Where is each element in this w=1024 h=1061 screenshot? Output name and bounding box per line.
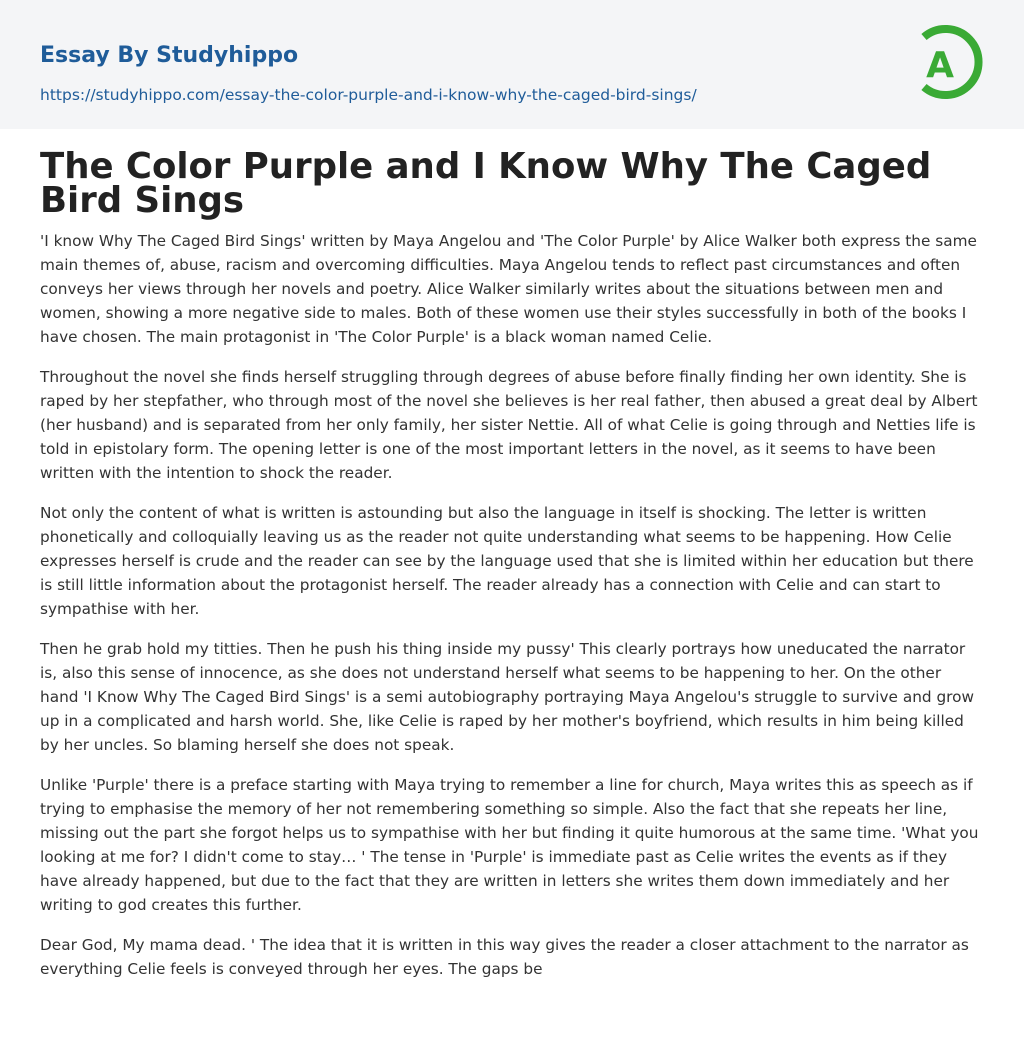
- essay-paragraph: Then he grab hold my titties. Then he push his thing inside my pussy' This clearly portrays how uneducated the narrator is, also this sense of innocence, as she does not understand herself what seems to be happening to her. On the other hand 'I Know Why The Caged Bird Sings' is a semi autobiography portraying Maya Angelou's struggle to survive and grow up in a complicated and harsh world. She, like Celie is raped by her mother's boyfriend, which results in him being killed by her uncles. So blaming herself she does not speak.: [40, 640, 974, 754]
- logo-letter: A: [926, 45, 954, 86]
- essay-paragraph: 'I know Why The Caged Bird Sings' written by Maya Angelou and 'The Color Purple' by Alice Walker both express the same main themes of, abuse, racism and overcoming difficulties. Maya Angelou tends to reflect past circumstances and often conveys her views through her novels and poetry. Alice Walker similarly writes about the situations between men and women, showing a more negative side to males. Both of these women use their styles successfully in both of the books I have chosen. The main protagonist in 'The Color Purple' is a black woman named Celie.: [40, 232, 977, 346]
- site-logo-icon[interactable]: [912, 20, 986, 104]
- site-header: [0, 0, 1024, 129]
- essay-paragraph: Unlike 'Purple' there is a preface starting with Maya trying to remember a line for church, Maya writes this as speech as if trying to emphasise the memory of her not remembering something so simple. Also the fact that she repeats her line, missing out the part she forgot helps us to sympathise with her but finding it quite humorous at the same time. 'What you looking at me for? I didn't come to stay… ' The tense in 'Purple' is immediate past as Celie writes the events as if they have already happened, but due to the fact that they are written in letters she writes them down immediately and her writing to god creates this further.: [40, 776, 979, 914]
- site-brand[interactable]: Essay By Studyhippo: [40, 43, 299, 68]
- essay-paragraph: Throughout the novel she finds herself struggling through degrees of abuse before finally finding her own identity. She is raped by her stepfather, who through most of the novel she believes is her real father, then abused a great deal by Albert (her husband) and is separated from her only family, her sister Nettie. All of what Celie is going through and Netties life is told in epistolary form. The opening letter is one of the most important letters in the novel, as it seems to have been written with the intention to shock the reader.: [40, 368, 978, 482]
- essay-body: [40, 229, 984, 997]
- essay-title: The Color Purple and I Know Why The Caged Bird Sings: [40, 146, 932, 221]
- essay-paragraph: Dear God, My mama dead. ' The idea that it is written in this way gives the reader a closer attachment to the narrator as everything Celie feels is conveyed through her eyes. The gaps be: [40, 936, 969, 978]
- essay-url-link[interactable]: https://studyhippo.com/essay-the-color-purple-and-i-know-why-the-caged-bird-sings/: [40, 86, 697, 104]
- essay-paragraph: Not only the content of what is written is astounding but also the language in itself is shocking. The letter is written phonetically and colloquially leaving us as the reader not quite understanding what seems to be happening. How Celie expresses herself is crude and the reader can see by the language used that she is limited within her education but there is still little information about the protagonist herself. The reader already has a connection with Celie and can start to sympathise with her.: [40, 504, 974, 618]
